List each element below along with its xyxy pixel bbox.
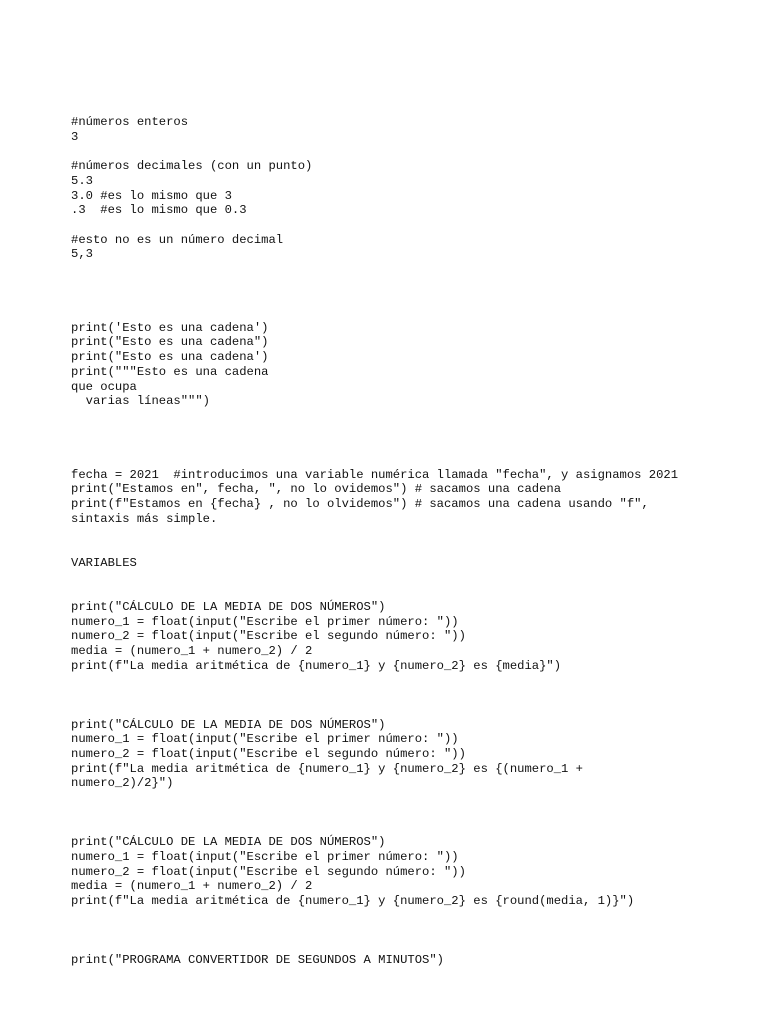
code-line: print("""Esto es una cadena (71, 364, 269, 379)
blank-line (71, 571, 751, 586)
blank-line (71, 277, 751, 292)
code-line: .3 #es lo mismo que 0.3 (71, 203, 247, 218)
blank-line (71, 262, 751, 277)
code-line: print("Esto es una cadena') (71, 350, 269, 365)
blank-line (71, 144, 751, 159)
blank-line (71, 923, 751, 938)
blank-line (71, 820, 751, 835)
code-line: print(f"La media aritmética de {numero_1} y {numero_2} es {media}") (71, 658, 562, 673)
code-line: numero_1 = float(input("Escribe el primer número: ")) (71, 849, 459, 864)
code-line: fecha = 2021 #introducimos una variable numérica llamada "fecha", y asignamos 2021 (71, 467, 679, 482)
code-listing (71, 115, 751, 967)
code-line: numero_2 = float(input("Escribe el segundo número: ")) (71, 864, 466, 879)
code-line: print(f"La media aritmética de {numero_1} y {numero_2} es {round(media, 1)}") (71, 893, 635, 908)
code-line: #números enteros (71, 115, 189, 129)
code-line: 3.0 #es lo mismo que 3 (71, 188, 232, 203)
code-line: media = (numero_1 + numero_2) / 2 (71, 644, 313, 659)
blank-line (71, 791, 751, 806)
code-line: sintaxis más simple. (71, 511, 218, 526)
code-line: numero_1 = float(input("Escribe el primer número: ")) (71, 732, 459, 747)
blank-line (71, 703, 751, 718)
blank-line (71, 585, 751, 600)
blank-line (71, 527, 751, 542)
code-line: numero_1 = float(input("Escribe el primer número: ")) (71, 614, 459, 629)
code-line: print(f"La media aritmética de {numero_1} y {numero_2} es {(numero_1 + (71, 761, 583, 776)
code-line: print("CÁLCULO DE LA MEDIA DE DOS NÚMEROS") (71, 835, 386, 850)
code-line: print(f"Estamos en {fecha} , no lo olvidemos") # sacamos una cadena usando "f", (71, 497, 649, 512)
code-line: #números decimales (con un punto) (71, 159, 313, 174)
blank-line (71, 806, 751, 821)
code-line: numero_2 = float(input("Escribe el segundo número: ")) (71, 629, 466, 644)
code-line: 5,3 (71, 247, 93, 262)
code-line: 5.3 (71, 173, 93, 188)
blank-line (71, 424, 751, 439)
code-line: print("PROGRAMA CONVERTIDOR DE SEGUNDOS A MINUTOS") (71, 952, 444, 967)
blank-line (71, 674, 751, 689)
blank-line (71, 409, 751, 424)
code-line: numero_2 = float(input("Escribe el segundo número: ")) (71, 746, 466, 761)
code-line: varias líneas""") (71, 394, 210, 409)
blank-line (71, 909, 751, 924)
code-line: print("CÁLCULO DE LA MEDIA DE DOS NÚMEROS") (71, 599, 386, 614)
blank-line (71, 688, 751, 703)
blank-line (71, 218, 751, 233)
code-line: que ocupa (71, 379, 137, 394)
code-line: print("Esto es una cadena") (71, 335, 269, 350)
blank-line (71, 438, 751, 453)
code-line: print('Esto es una cadena') (71, 320, 269, 335)
code-line: print("CÁLCULO DE LA MEDIA DE DOS NÚMEROS") (71, 717, 386, 732)
code-line: #esto no es un número decimal (71, 232, 284, 247)
blank-line (71, 938, 751, 953)
code-line: numero_2)/2}") (71, 776, 174, 791)
code-line: media = (numero_1 + numero_2) / 2 (71, 879, 313, 894)
code-line: print("Estamos en", fecha, ", no lo ovidemos") # sacamos una cadena (71, 482, 562, 497)
blank-line (71, 453, 751, 468)
code-line: 3 (71, 129, 79, 144)
blank-line (71, 306, 751, 321)
blank-line (71, 541, 751, 556)
code-line: VARIABLES (71, 555, 137, 570)
blank-line (71, 291, 751, 306)
